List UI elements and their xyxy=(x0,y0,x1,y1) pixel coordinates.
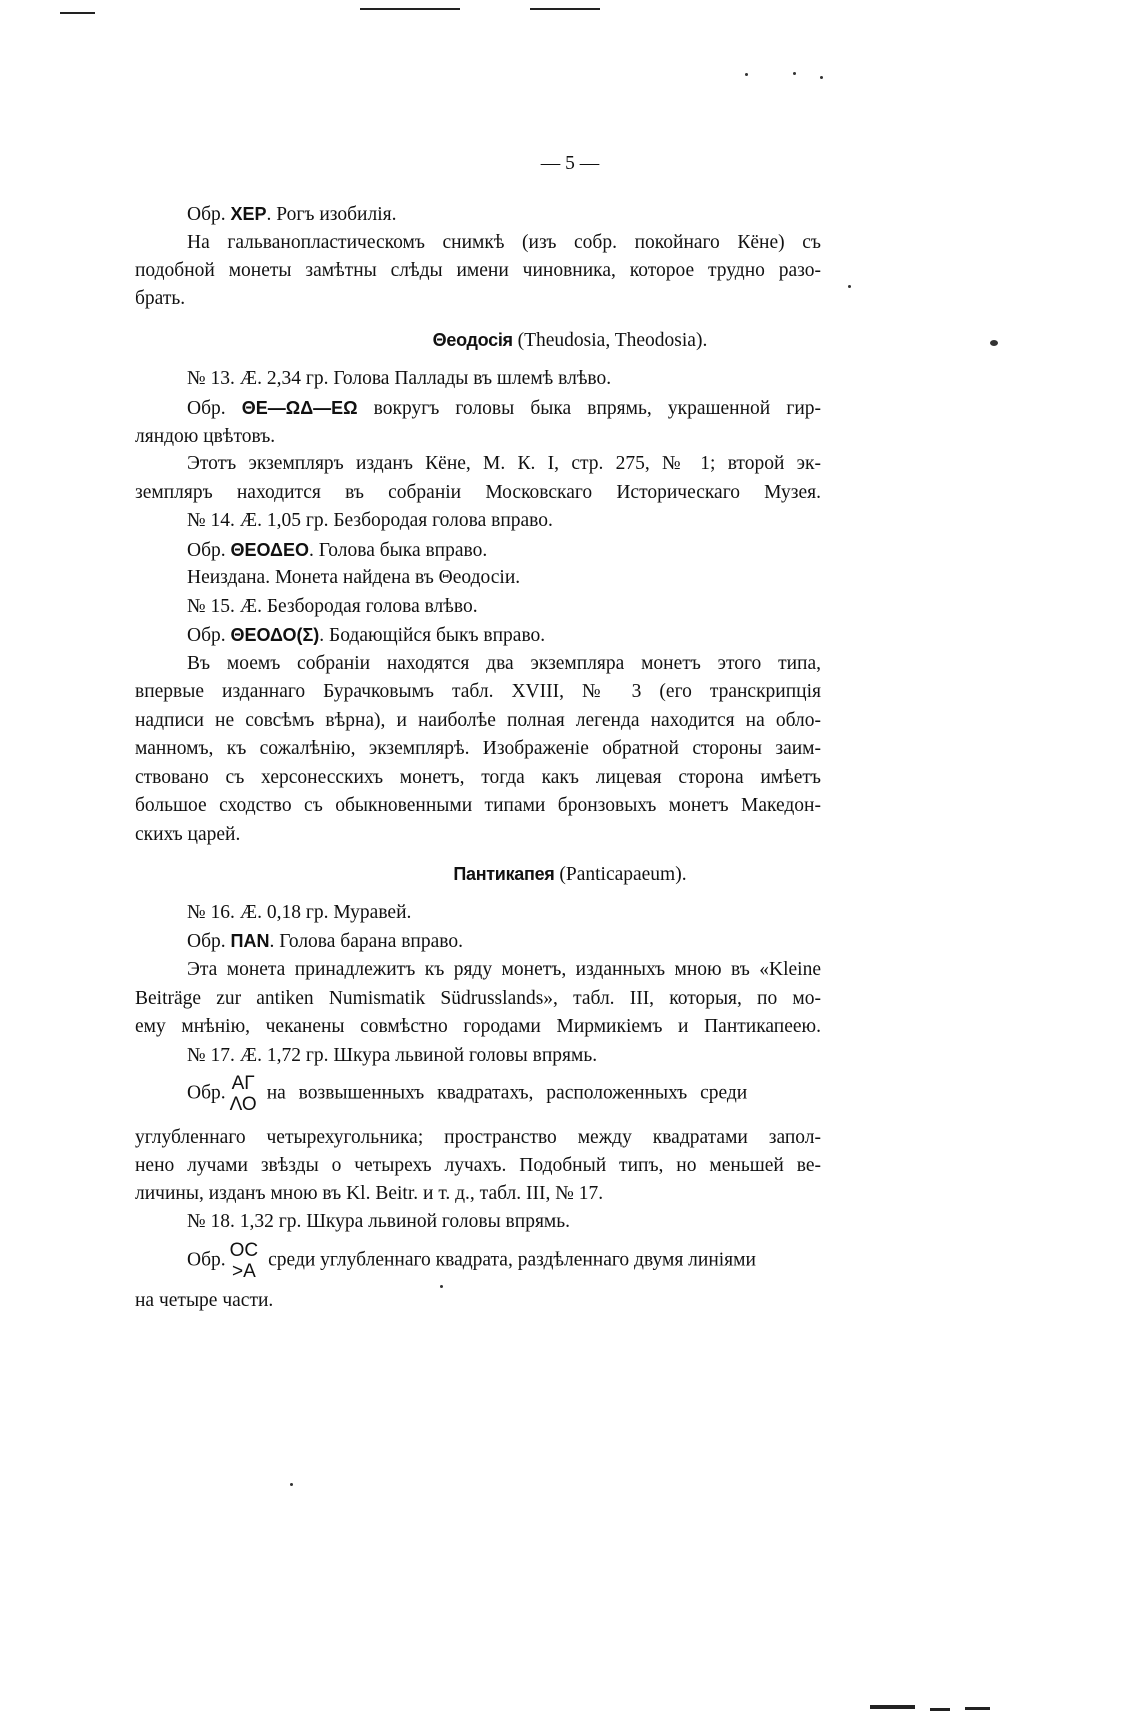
text-line: Этотъ экземпляръ изданъ Кёне, М. К. I, стр. 275, № 1; второй эк- xyxy=(187,453,821,474)
text-line: Обр. ΠΑΝ. Голова барана вправо. xyxy=(187,931,463,952)
stacked-legend: ΑΓ ΛΟ xyxy=(229,1073,257,1115)
section-heading-theodosia: Θеодосія (Theudosia, Theodosia). xyxy=(432,330,708,351)
section-heading-panticapaeum: Пантикапея (Panticapaeum). xyxy=(453,864,687,885)
text-line: ему мнѣнію, чеканены совмѣстно городами Мирмикіемъ и Пантикапеею. xyxy=(135,1016,821,1037)
text-line: № 15. Æ. Безбородая голова влѣво. xyxy=(187,596,478,617)
page-number: — 5 — xyxy=(540,153,600,174)
text-line: манномъ, къ сожалѣнію, экземплярѣ. Изображеніе обратной стороны заим- xyxy=(135,738,821,759)
text-line-stacked: Обр. ΟC >Α среди углубленнаго квадрата, раздѣленнаго двумя линіями xyxy=(187,1240,756,1282)
text-line: нено лучами звѣзды о четырехъ лучахъ. Подобный типъ, но меньшей ве- xyxy=(135,1155,821,1176)
text-line: ствовано съ херсонесскихъ монетъ, тогда какъ лицевая сторона имѣетъ xyxy=(135,767,821,788)
text-line: на четыре части. xyxy=(135,1290,274,1311)
text-line: брать. xyxy=(135,288,186,309)
text-line: Въ моемъ собраніи находятся два экземпляра монетъ этого типа, xyxy=(187,653,821,674)
text-line: впервые изданнаго Бурачковымъ табл. XVIII, № 3 (его транскрипція xyxy=(135,681,821,702)
text-line: Обр. ΘΕΟΔΕΟ. Голова быка вправо. xyxy=(187,540,488,561)
text-line: Обр. ΘΕΟΔΟ(Σ). Бодающійся быкъ вправо. xyxy=(187,625,546,646)
text-line: Неиздана. Монета найдена въ Θеодосіи. xyxy=(187,567,521,588)
text-line: № 14. Æ. 1,05 гр. Безбородая голова вправо. xyxy=(187,510,553,531)
text-line: Эта монета принадлежитъ къ ряду монетъ, изданныхъ мною въ «Kleine xyxy=(187,959,821,980)
text-line: большое сходство съ обыкновенными типами бронзовыхъ монетъ Македон- xyxy=(135,795,821,816)
text-line: скихъ царей. xyxy=(135,824,241,845)
text-line-stacked: Обр. ΑΓ ΛΟ на возвышенныхъ квадратахъ, расположенныхъ среди xyxy=(187,1073,748,1115)
text-line: № 18. 1,32 гр. Шкура львиной головы впрямь. xyxy=(187,1211,571,1232)
text-line: № 16. Æ. 0,18 гр. Муравей. xyxy=(187,902,412,923)
text-line: подобной монеты замѣтны слѣды имени чиновника, которое трудно разо- xyxy=(135,260,821,281)
text-line: надписи не совсѣмъ вѣрна), и наиболѣе полная легенда находится на обло- xyxy=(135,710,821,731)
text-line: Beiträge zur antiken Numismatik Südrusslands», табл. III, которыя, по мо- xyxy=(135,988,821,1009)
text-line: Обр. ХЕР. Рогъ изобилія. xyxy=(187,204,397,225)
text-line: № 17. Æ. 1,72 гр. Шкура львиной головы впрямь. xyxy=(187,1045,598,1066)
text-line: личины, изданъ мною въ Kl. Beitr. и т. д., табл. III, № 17. xyxy=(135,1183,604,1204)
stacked-legend: ΟC >Α xyxy=(229,1240,259,1282)
text-line: земпляръ находится въ собраніи Московскаго Историческаго Музея. xyxy=(135,482,821,503)
text-line: углубленнаго четырехугольника; пространство между квадратами запол- xyxy=(135,1127,821,1148)
text-line: № 13. Æ. 2,34 гр. Голова Паллады въ шлемѣ влѣво. xyxy=(187,368,612,389)
text-line: ляндою цвѣтовъ. xyxy=(135,426,276,447)
text-line: На гальванопластическомъ снимкѣ (изъ собр. покойнаго Кёне) съ xyxy=(187,232,821,253)
text-line: Обр. ΘΕ—ΩΔ—ΕΩ вокругъ головы быка впрямь, украшенной гир- xyxy=(187,398,821,419)
